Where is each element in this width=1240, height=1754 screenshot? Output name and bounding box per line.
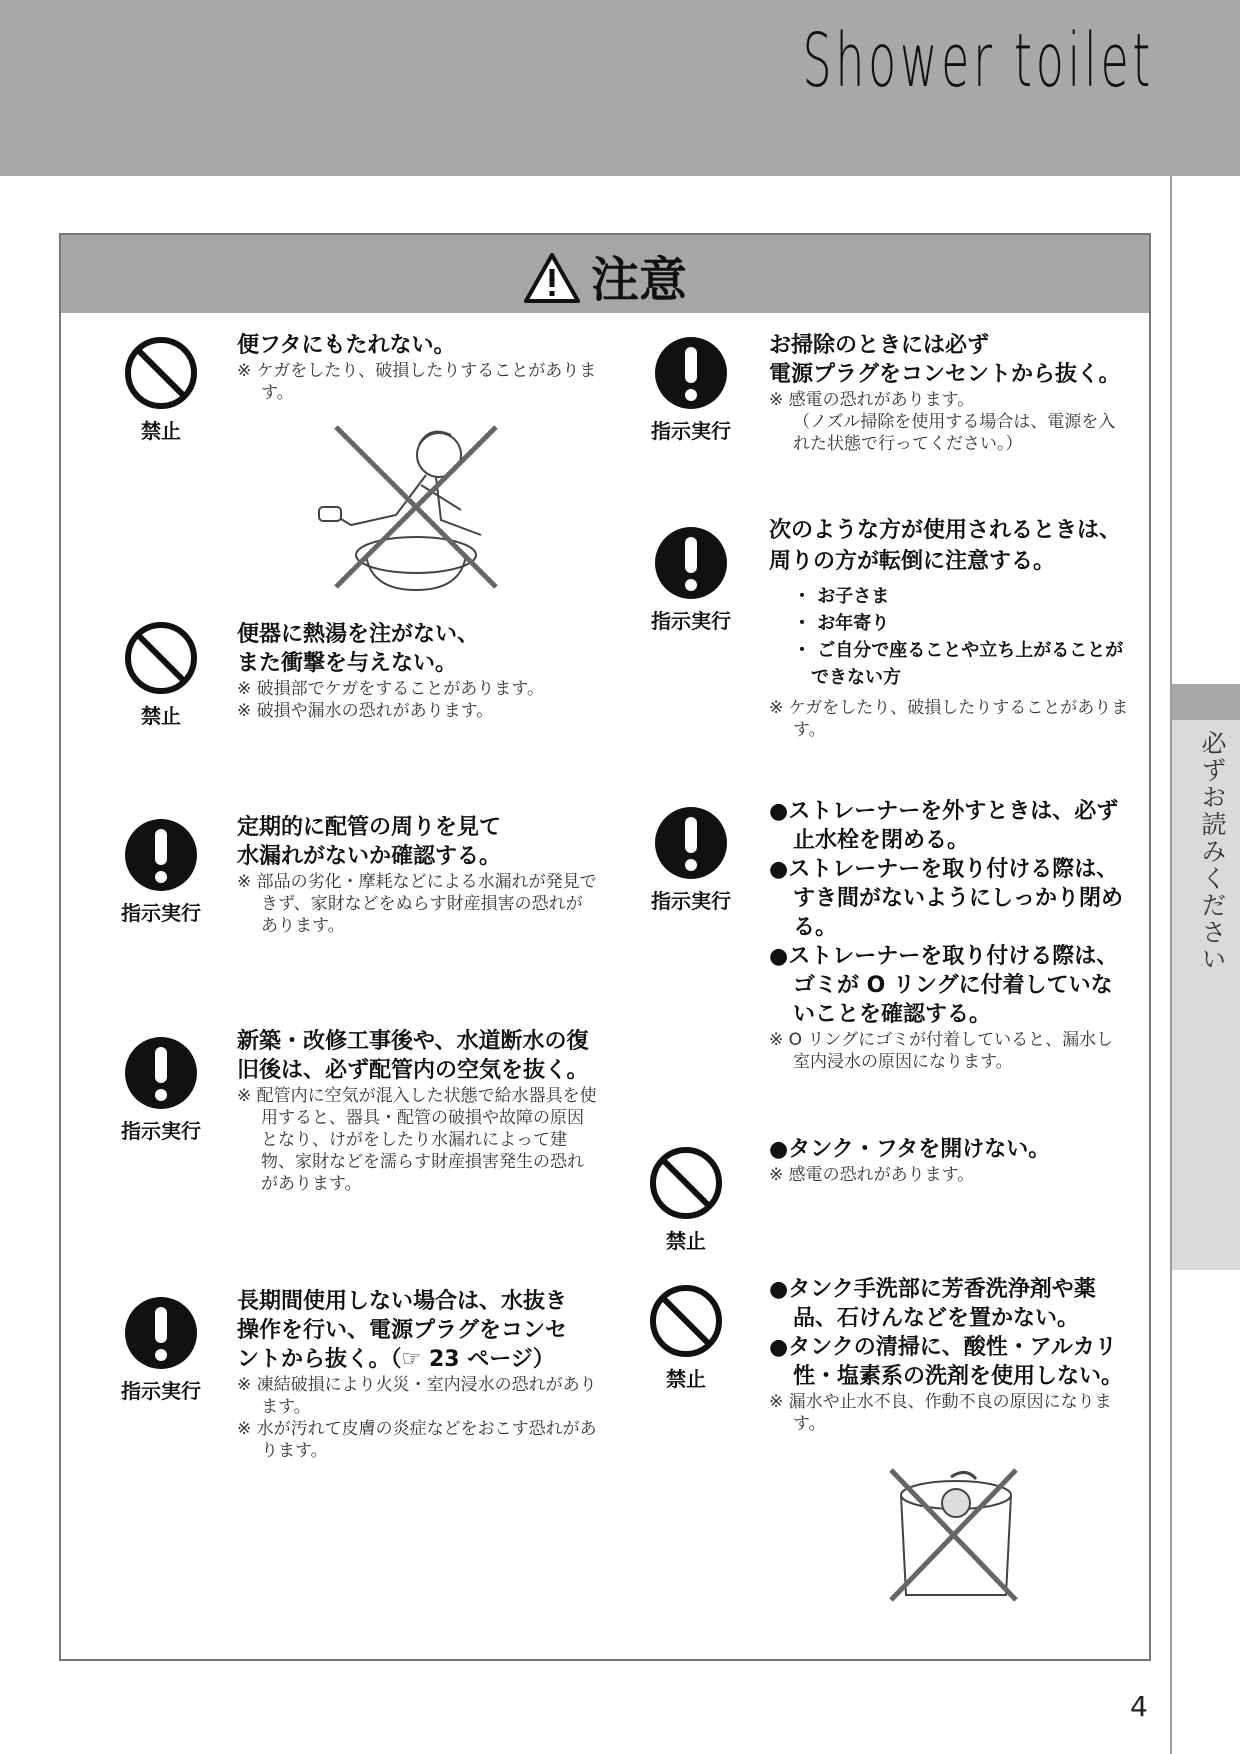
prohibit-label: 禁止: [141, 704, 181, 728]
prohibit-icon: [648, 1145, 724, 1221]
brand-logo: Shower toilet: [802, 18, 1154, 104]
prohibit-symbol: [621, 1283, 751, 1392]
bullet-list: [769, 583, 1129, 691]
exclamation-icon: [653, 805, 729, 881]
item-title: 次のような方が使用されるときは、: [769, 518, 1122, 543]
item-note: ※ O リングにゴミが付着していると、漏水し室内浸水の原因になります。: [769, 1030, 1114, 1072]
instruct-label: 指示実行: [121, 1379, 201, 1403]
item-note: ※ 破損や漏水の恐れがあります。: [237, 701, 494, 721]
prohibit-label: 禁止: [666, 1367, 706, 1391]
item-note: ※ 漏水や止水不良、作動不良の原因になります。: [769, 1392, 1112, 1434]
item-title: 操作を行い、電源プラグをコンセ: [237, 1318, 568, 1343]
bullet-line: ●ストレーナーを取り付ける際は、すき間がないようにしっかり閉める。: [769, 857, 1124, 940]
warning-triangle-icon: [523, 252, 581, 304]
item-title: ントから抜く。（☞ 23 ページ）: [237, 1347, 555, 1372]
page-number: 4: [1130, 1690, 1148, 1723]
prohibit-symbol: [96, 620, 226, 729]
exclamation-icon: [123, 817, 199, 893]
item-note: ※ 配管内に空気が混入した状態で給水器具を使用すると、器具・配管の破損や故障の原因となり、けがをしたり水漏れによって建物、家財などを濡らす財産損害発生の恐れがあります。: [237, 1086, 597, 1194]
bullet-line: ●ストレーナーを取り付ける際は、ゴミが O リングに付着していないことを確認する。: [769, 944, 1119, 1027]
side-tab-cap: [1172, 684, 1240, 720]
list-item: ・ ご自分で座ることや立ち上がることができない方: [793, 640, 1124, 688]
bullet-line: ●ストレーナーを外すときは、必ず止水栓を閉める。: [769, 799, 1119, 853]
instruct-label: 指示実行: [121, 901, 201, 925]
item-note: ※ 感電の恐れがあります。: [769, 390, 975, 410]
side-tab: [1172, 684, 1240, 1270]
item-sub-note: （ノズル掃除を使用する場合は、電源を入れた状態で行ってください。）: [793, 412, 1116, 454]
item-note: ※ ケガをしたり、破損したりすることがあります。: [237, 361, 597, 403]
caution-title-text: 注意: [590, 252, 687, 308]
item-title: また衝撃を与えない。: [237, 651, 458, 676]
caution-box: [59, 233, 1151, 1661]
item-note: ※ 感電の恐れがあります。: [769, 1165, 975, 1185]
item-note: ※ 破損部でケガをすることがあります。: [237, 679, 544, 699]
item-note: ※ ケガをしたり、破損したりすることがあります。: [769, 698, 1129, 740]
list-item: ・ お子さま: [793, 586, 890, 607]
item-title: 定期的に配管の周りを見て: [237, 815, 502, 840]
prohibit-icon: [123, 335, 199, 411]
bullet-line: ●タンク・フタを開けない。: [769, 1137, 1051, 1162]
exclamation-icon: [653, 335, 729, 411]
instruct-symbol: [96, 817, 226, 926]
instruct-symbol: [626, 335, 756, 444]
prohibit-icon: [648, 1283, 724, 1359]
prohibit-label: 禁止: [141, 419, 181, 443]
item-note: ※ 部品の劣化・摩耗などによる水漏れが発見できず、家財などをぬらす財産損害の恐れがあります。: [237, 872, 597, 936]
item-title: 便器に熱湯を注がない、: [237, 622, 480, 647]
item-title: 新築・改修工事後や、水道断水の復: [237, 1029, 589, 1054]
instruct-label: 指示実行: [651, 609, 731, 633]
instruct-symbol: [626, 525, 756, 634]
prohibit-symbol: [621, 1145, 751, 1254]
prohibit-label: 禁止: [666, 1229, 706, 1253]
instruct-label: 指示実行: [651, 419, 731, 443]
instruct-label: 指示実行: [121, 1119, 201, 1143]
item-note: ※ 水が汚れて皮膚の炎症などをおこす恐れがあります。: [237, 1419, 597, 1461]
instruct-symbol: [96, 1295, 226, 1404]
item-note: ※ 凍結破損により火災・室内浸水の恐れがあります。: [237, 1375, 597, 1417]
leaning-child-illustration: [311, 415, 521, 595]
item-title: 長期間使用しない場合は、水抜き: [237, 1289, 568, 1314]
tank-illustration: [881, 1465, 1031, 1605]
item-title: 周りの方が転倒に注意する。: [769, 549, 1056, 574]
instruct-symbol: [626, 805, 756, 914]
prohibit-symbol: [96, 335, 226, 444]
item-title: 旧後は、必ず配管内の空気を抜く。: [237, 1058, 589, 1083]
prohibit-icon: [123, 620, 199, 696]
exclamation-icon: [123, 1035, 199, 1111]
caution-title: [61, 241, 1149, 310]
instruct-label: 指示実行: [651, 889, 731, 913]
caution-header: [61, 235, 1149, 313]
item-title: 電源プラグをコンセントから抜く。: [769, 362, 1121, 387]
exclamation-icon: [653, 525, 729, 601]
header-band: [0, 0, 1240, 176]
list-item: ・ お年寄り: [793, 613, 890, 634]
bullet-line: ●タンク手洗部に芳香洗浄剤や薬品、石けんなどを置かない。: [769, 1277, 1096, 1331]
exclamation-icon: [123, 1295, 199, 1371]
instruct-symbol: [96, 1035, 226, 1144]
item-title: 水漏れがないか確認する。: [237, 844, 502, 869]
bullet-line: ●タンクの清掃に、酸性・アルカリ性・塩素系の洗剤を使用しない。: [769, 1335, 1124, 1389]
item-title: 便フタにもたれない。: [237, 333, 456, 358]
side-tab-label: 必ずお読みください: [1198, 730, 1227, 973]
item-title: お掃除のときには必ず: [769, 333, 990, 358]
